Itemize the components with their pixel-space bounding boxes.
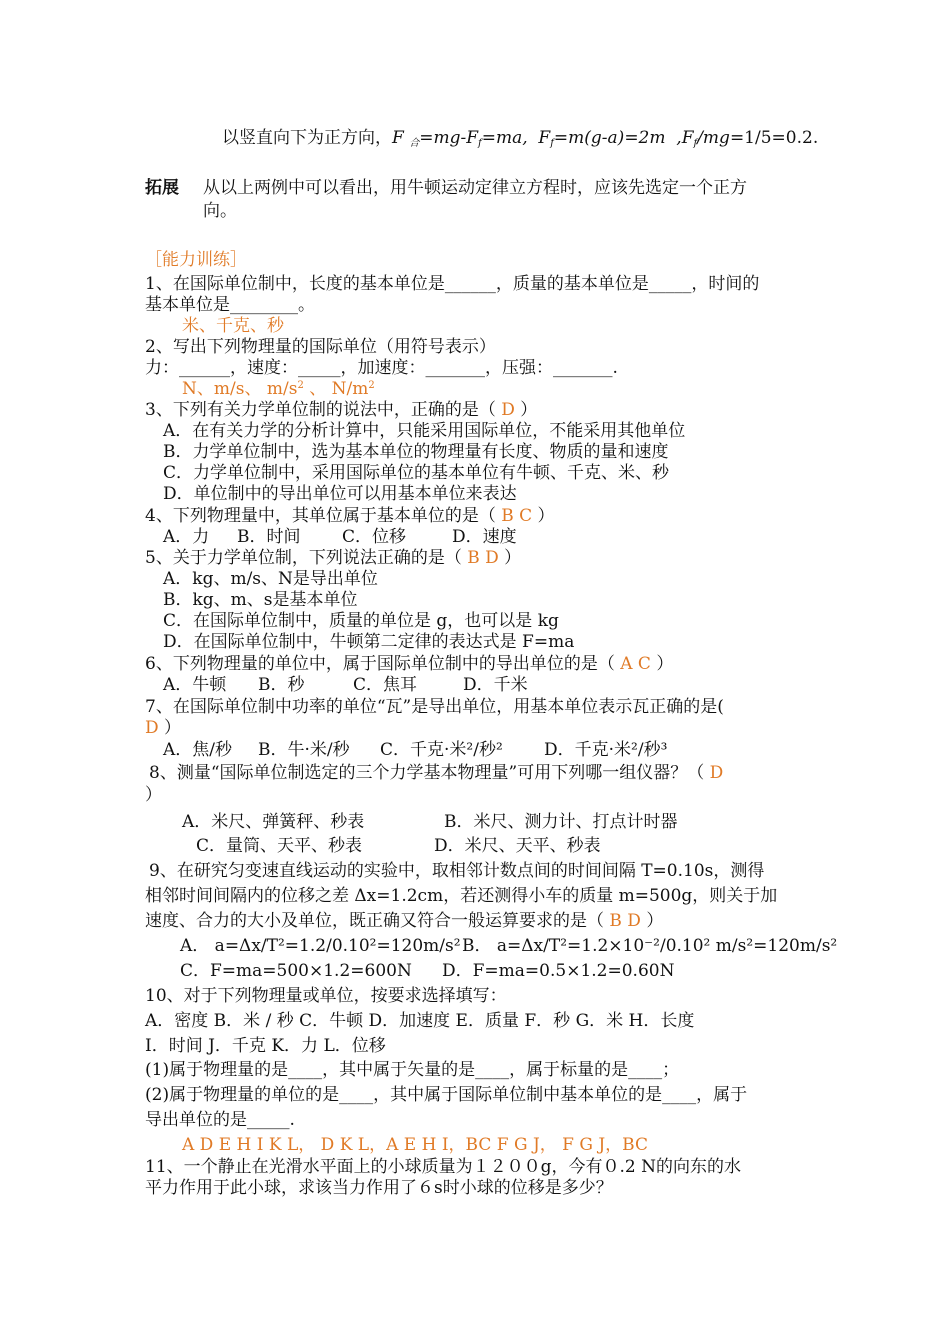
q9-option-row2 — [180, 961, 674, 982]
q6-answer: A C — [620, 654, 651, 674]
q8-answer: D — [709, 763, 724, 783]
q5-close: ） — [504, 548, 522, 568]
q8-option-a: A．米尺、弹簧秤、秒表 — [182, 812, 365, 832]
q10-line1: 10、对于下列物理量或单位，按要求选择填写： — [145, 986, 507, 1006]
q5-stem-text: 5、关于力学单位制，下列说法正确的是（ — [145, 548, 462, 568]
q1-line2: 基本单位是________。 — [145, 295, 315, 315]
q9-option-c: C．F=ma=500×1.2=600N — [180, 961, 412, 981]
q9-answer: B D — [609, 911, 641, 931]
q6-option-d: D．千米 — [463, 675, 528, 695]
q9-line2: 相邻时间间隔内的位移之差 Δx=1.2cm，若还测得小车的质量 m=500g，则关于加 — [145, 886, 778, 906]
q5-answer: B D — [467, 548, 499, 568]
q3-stem — [145, 400, 537, 421]
q5-option-a: A．kg、m/s、N是导出单位 — [163, 569, 378, 589]
q3-close: ） — [520, 400, 538, 420]
intro-text: 以竖直向下为正方向， — [222, 128, 392, 148]
q3-stem-text: 3、下列有关力学单位制的说法中，正确的是（ — [145, 400, 496, 420]
q9-line3 — [145, 911, 663, 932]
extension-line1: 从以上两例中可以看出，用牛顿运动定律立方程时，应该先选定一个正方 — [203, 178, 747, 198]
q8-line1 — [149, 763, 723, 784]
section-title: ［能力训练］ — [145, 250, 247, 270]
q3-option-c: C．力学单位制中，采用国际单位的基本单位有牛顿、千克、米、秒 — [163, 463, 670, 483]
q11-line2: 平力作用于此小球，求该当力作用了６s时小球的位移是多少？ — [145, 1178, 613, 1198]
q2-line1: 2、写出下列物理量的国际单位（用符号表示） — [145, 337, 496, 357]
q7-option-a: A．焦/秒 — [163, 740, 233, 760]
intro-formula: F $_合=mg-F_f=ma$, $F_f=m(g-a)=2m$ $,F_f/mg$ — [392, 128, 730, 149]
intro-line — [222, 128, 818, 149]
q10-line4: (1)属于物理量的是____，其中属于矢量的是____，属于标量的是____； — [145, 1060, 680, 1080]
q8-stem-text: 8、测量“国际单位制选定的三个力学基本物理量”可用下列哪一组仪器？（ — [149, 763, 705, 783]
q2-line2: 力：______，速度：_____，加速度：_______，压强：_______. — [145, 358, 618, 378]
q8-option-row1 — [182, 812, 678, 833]
q4-stem-text: 4、下列物理量中，其单位属于基本单位的是（ — [145, 506, 496, 526]
q5-option-c: C．在国际单位制中，质量的单位是 g，也可以是 kg — [163, 611, 559, 631]
q4-option-b: B．时间 — [237, 527, 301, 547]
q5-option-d: D．在国际单位制中，牛顿第二定律的表达式是 F=ma — [163, 632, 575, 652]
intro-formula-end: =1/5=0.2. — [729, 128, 819, 148]
q4-option-c: C．位移 — [342, 527, 407, 547]
q6-options — [163, 675, 528, 696]
q9-option-d: D．F=ma=0.5×1.2=0.60N — [442, 961, 675, 981]
q5-option-b: B．kg、m、s是基本单位 — [163, 590, 358, 610]
q7-answer-line — [145, 718, 181, 739]
q1-answer: 米、千克、秒 — [182, 316, 284, 336]
q9-stem-text: 速度、合力的大小及单位，既正确又符合一般运算要求的是（ — [145, 911, 604, 931]
q7-option-b: B．牛·米/秒 — [258, 740, 350, 760]
q4-close: ） — [537, 506, 555, 526]
q4-answer: B C — [501, 506, 533, 526]
q3-answer: D — [501, 400, 515, 420]
q8-option-row2 — [196, 836, 601, 857]
q6-stem-text: 6、下列物理量的单位中，属于国际单位制中的导出单位的是（ — [145, 654, 615, 674]
q7-answer: D — [145, 718, 159, 738]
extension-label: 拓展 — [145, 178, 179, 198]
q3-option-b: B．力学单位制中，选为基本单位的物理量有长度、物质的量和速度 — [163, 442, 669, 462]
q7-close: ） — [164, 718, 182, 738]
q7-option-d: D．千克·米²/秒³ — [544, 740, 668, 760]
q9-line1: 9、在研究匀变速直线运动的实验中，取相邻计数点间的时间间隔 T=0.10s，测得 — [149, 861, 765, 881]
q10-line2: A．密度 B．米 / 秒 C．牛顿 D．加速度 E．质量 F．秒 G．米 H．长度 — [145, 1011, 695, 1031]
q6-stem — [145, 654, 673, 675]
q10-answer: A D E H I K L， D K L，A E H I，BC F G J， F G J，BC — [182, 1135, 648, 1155]
q7-option-c: C．千克·米²/秒² — [380, 740, 503, 760]
q8-close: ） — [145, 785, 162, 805]
q4-option-d: D．速度 — [452, 527, 517, 547]
q10-line3: I．时间 J．千克 K．力 L．位移 — [145, 1036, 386, 1056]
q1-line1: 1、在国际单位制中，长度的基本单位是______，质量的基本单位是_____，时间的 — [145, 274, 760, 294]
extension-line2: 向。 — [203, 201, 237, 221]
q4-option-a: A．力 — [163, 527, 210, 547]
q10-line5: (2)属于物理量的单位的是____，其中属于国际单位制中基本单位的是____，属于 — [145, 1085, 748, 1105]
q4-options — [163, 527, 517, 548]
q9-option-row1 — [180, 936, 837, 957]
q7-options — [163, 740, 667, 761]
q9-option-a: A． a=Δx/T²=1.2/0.10²=120m/s² — [180, 936, 461, 956]
q9-close: ） — [646, 911, 664, 931]
q6-close: ） — [656, 654, 674, 674]
q5-stem — [145, 548, 521, 569]
q6-option-a: A．牛顿 — [163, 675, 227, 695]
q9-option-b: B． a=Δx/T²=1.2×10⁻²/0.10² m/s²=120m/s² — [462, 936, 838, 956]
q8-option-c: C．量筒、天平、秒表 — [196, 836, 363, 856]
q10-line6: 导出单位的是_____. — [145, 1110, 295, 1130]
q2-answer: N、m/s、 $m/s^2$ 、 $N/m^2$ — [182, 379, 375, 399]
q6-option-c: C．焦耳 — [353, 675, 418, 695]
q11-line1: 11、一个静止在光滑水平面上的小球质量为１２００g，今有０.2 N的向东的水 — [145, 1157, 742, 1177]
q3-option-d: D．单位制中的导出单位可以用基本单位来表达 — [163, 484, 517, 504]
q8-option-b: B．米尺、测力计、打点计时器 — [444, 812, 678, 832]
q8-option-d: D．米尺、天平、秒表 — [434, 836, 601, 856]
q3-option-a: A．在有关力学的分析计算中，只能采用国际单位，不能采用其他单位 — [163, 421, 686, 441]
q4-stem — [145, 506, 555, 527]
q6-option-b: B．秒 — [258, 675, 305, 695]
q7-line1: 7、在国际单位制中功率的单位“瓦”是导出单位，用基本单位表示瓦正确的是( — [145, 697, 724, 717]
